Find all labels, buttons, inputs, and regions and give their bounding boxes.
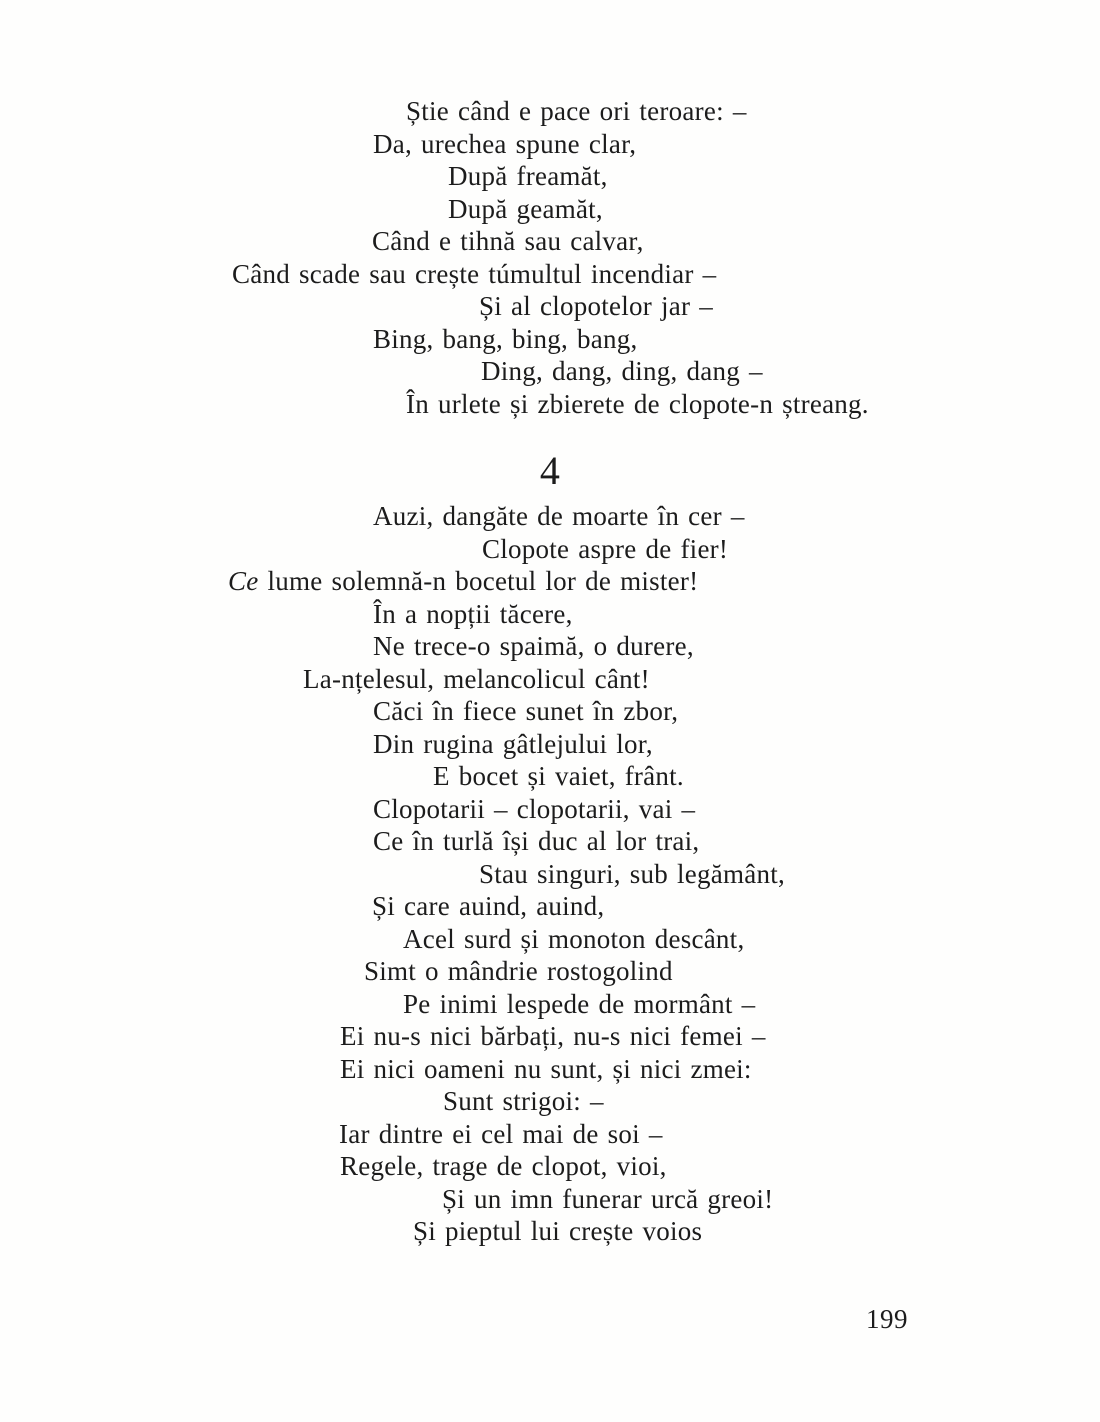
poem-line [0, 193, 1100, 226]
poem-line [0, 663, 1100, 696]
poem-line-segment: Ei nu-s nici bărbați, nu-s nici femei – [340, 1021, 766, 1051]
poem-line-segment: Și un imn funerar urcă greoi! [442, 1183, 774, 1214]
poem-line-segment: Clopote aspre de fier! [482, 533, 729, 564]
poem-line-segment: Ne trece-o spaimă, o durere, [373, 631, 694, 661]
poem-line [0, 825, 1100, 858]
poem-line [0, 988, 1100, 1021]
poem-line [0, 598, 1100, 631]
poem-line-segment: Din rugina gâtlejului lor, [373, 728, 653, 759]
poem-line-segment: În a nopții tăcere, [373, 598, 573, 629]
poem-line-segment: E bocet și vaiet, frânt. [433, 761, 684, 791]
poem-line [0, 955, 1100, 988]
poem-line-segment: Știe când e pace ori teroare: – [406, 96, 747, 126]
poem-line [0, 793, 1100, 826]
poem-line [0, 160, 1100, 193]
poem-line-segment: Stau singuri, sub legământ, [479, 858, 785, 889]
poem-line-segment: La-nțelesul, melancolicul cânt! [303, 663, 650, 694]
poem-line-segment: Căci în fiece sunet în zbor, [373, 696, 679, 726]
poem-line-segment: Când e tihnă sau calvar, [372, 226, 644, 256]
poem-line [0, 728, 1100, 761]
poem-line [0, 128, 1100, 161]
poem-line-segment: Iar dintre ei cel mai de soi – [339, 1118, 663, 1149]
poem-line [0, 323, 1100, 356]
poem-line-segment: Și pieptul lui crește voios [413, 1216, 703, 1246]
poem-line [0, 533, 1100, 566]
poem-line [0, 355, 1100, 388]
poem-line [0, 630, 1100, 663]
poem-line [0, 1150, 1100, 1183]
poem-line [0, 1020, 1100, 1053]
poem-line-segment: Ce în turlă își duc al lor trai, [373, 826, 700, 856]
poem-line [0, 1085, 1100, 1118]
poem-line-segment: Da, urechea spune clar, [373, 128, 637, 159]
poem-line [0, 565, 1100, 598]
poem-line [0, 95, 1100, 128]
poem-line-segment: Ding, dang, ding, dang – [481, 356, 763, 386]
poem-line-italic-segment: Ce [228, 566, 259, 596]
stanza-part4 [0, 500, 1100, 1248]
poem-line-segment: După freamăt, [448, 161, 608, 191]
poem-line [0, 1118, 1100, 1151]
poem-line-segment: Acel surd și monoton descânt, [403, 923, 745, 954]
section-number-heading: 4 [539, 448, 561, 493]
poem-line-segment: Sunt strigoi: – [443, 1086, 604, 1116]
poem-line [0, 1053, 1100, 1086]
poem-line-segment: Auzi, dangăte de moarte în cer – [373, 501, 745, 531]
poem-line [0, 890, 1100, 923]
poem-line-segment: Pe inimi lespede de mormânt – [403, 988, 756, 1019]
poem-line [0, 225, 1100, 258]
poem-line [0, 290, 1100, 323]
poem-line-segment: Și care auind, auind, [372, 891, 605, 921]
poem-line-segment: Clopotarii – clopotarii, vai – [373, 793, 696, 824]
poem-line-segment: lume solemnă-n bocetul lor de mister! [258, 566, 699, 596]
poem-line [0, 388, 1100, 421]
poem-line-segment: Simt o mândrie rostogolind [364, 956, 673, 986]
poem-line [0, 258, 1100, 291]
poem-line [0, 695, 1100, 728]
poem-line-segment: După geamăt, [448, 193, 603, 224]
poem-line [0, 1215, 1100, 1248]
stanza-part3-end [0, 95, 1100, 420]
poem-line [0, 760, 1100, 793]
poem-line [0, 1183, 1100, 1216]
page-number: 199 [866, 1304, 908, 1334]
poem-line [0, 500, 1100, 533]
poem-line-segment: Bing, bang, bing, bang, [373, 323, 638, 354]
poem-line-segment: Regele, trage de clopot, vioi, [340, 1151, 667, 1181]
poem-line-segment: Și al clopotelor jar – [479, 291, 713, 321]
poem-line-segment: Când scade sau crește túmultul incendiar – [232, 258, 717, 289]
poem-line [0, 858, 1100, 891]
poem-line-segment: În urlete și zbierete de clopote-n ștreang. [406, 388, 869, 419]
poem-line [0, 923, 1100, 956]
poem-line-segment: Ei nici oameni nu sunt, și nici zmei: [340, 1053, 752, 1084]
